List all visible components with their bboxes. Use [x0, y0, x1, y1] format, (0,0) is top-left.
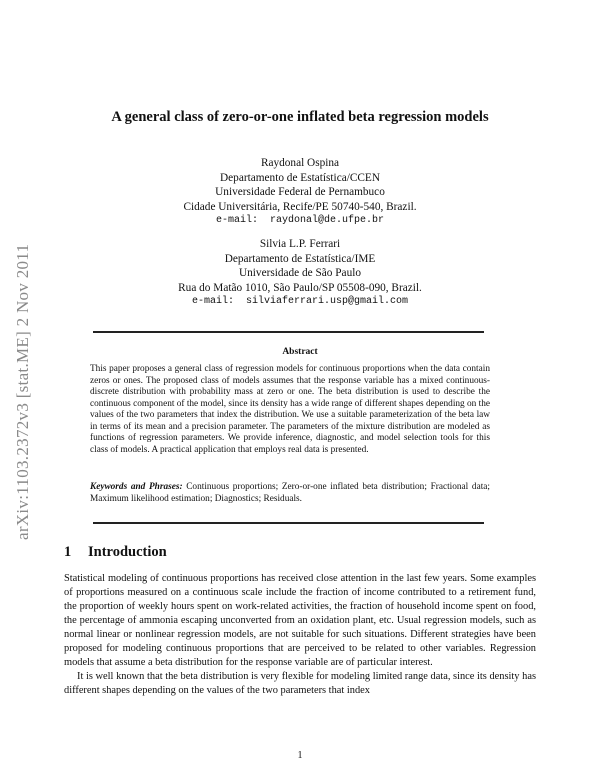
author-name: Raydonal Ospina — [260, 157, 340, 169]
author-institution: Universidade Federal de Pernambuco — [215, 186, 385, 199]
abstract-heading: Abstract — [282, 347, 318, 357]
abstract-top-rule — [93, 331, 484, 333]
author-email-line — [0, 214, 600, 229]
section-heading — [64, 544, 167, 561]
paper-title: A general class of zero-or-one inflated beta regression models — [111, 109, 489, 125]
email-label: e-mail: — [215, 215, 258, 227]
abstract-text: This paper proposes a general class of regression models for continuous proportions when the data contain zeros or ones. The proposed class of models assumes that the response variable has a mixed continuous-discrete distribution with probability mass at zero or one. The beta distribution is used to describe the continuous component of the model, since its density has a wide range of different shapes depending on the values of the two parameters that index the distribution. We use a suitable parameterization of the beta law in terms of its mean and a precision parameter. The parameters of the mixture distribution are modeled as functions of regression parameters. We provide inference, diagnostic, and model selection tools for this class of models. A practical application that employs real data is presented. — [90, 364, 491, 455]
section-body — [64, 572, 536, 698]
author-email: raydonal@de.ufpe.br — [270, 215, 385, 227]
author-block-1 — [0, 156, 600, 229]
abstract-bottom-rule — [93, 522, 484, 524]
arxiv-identifier: arXiv:1103.2372v3 [stat.ME] 2 Nov 2011 — [13, 243, 32, 540]
author-institution: Universidade de São Paulo — [238, 267, 362, 280]
paragraph: Statistical modeling of continuous proportions has received close attention in the last few years. Some examples of proportions measured on a continuous scale include the fraction of income contributed to a retirement fund, the proportion of weekly hours spent on work-related activities, the fraction of household income spent on food, the percentage of ammonia escaping unconverted from an oxidation plant, etc. Usual regression models, such as normal linear or nonlinear regression models, are not suitable for such situations. Different strategies have been proposed for modeling continuous proportions that are perceived to be related to other variables. Regression models that assume a beta distribution for the response variable are of particular interest. — [64, 573, 536, 668]
author-department: Departamento de Estatística/IME — [224, 252, 376, 265]
author-block-2 — [0, 237, 600, 310]
author-address: Cidade Universitária, Recife/PE 50740-540, Brazil. — [183, 200, 417, 213]
author-email: silviaferrari.usp@gmail.com — [246, 296, 409, 308]
section-title: Introduction — [88, 544, 167, 560]
author-email-line — [0, 295, 600, 310]
author-department: Departamento de Estatística/CCEN — [220, 171, 380, 184]
paragraph: It is well known that the beta distribution is very flexible for modeling limited range data, since its density has different shapes depending on the values of the two parameters that index — [64, 671, 536, 696]
keywords — [90, 482, 490, 505]
author-name: Silvia L.P. Ferrari — [259, 237, 341, 250]
keywords-text: Continuous proportions; Zero-or-one inflated beta distribution; Fractional data; Maximum likelihood estimation; Diagnostics; Residuals. — [90, 482, 490, 504]
author-list — [0, 156, 600, 318]
keywords-label: Keywords and Phrases: — [90, 482, 183, 492]
email-label: e-mail: — [191, 296, 234, 308]
section-number: 1 — [64, 544, 72, 560]
page-number: 1 — [297, 750, 303, 761]
author-address: Rua do Matão 1010, São Paulo/SP 05508-090, Brazil. — [178, 281, 422, 294]
